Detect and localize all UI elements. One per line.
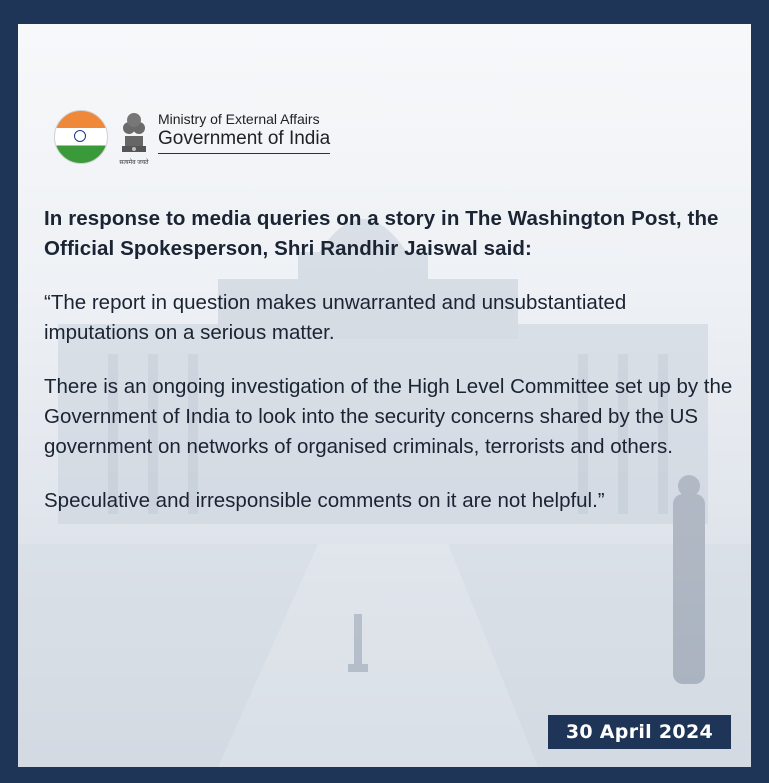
statement-lead: In response to media queries on a story in The Washington Post, the Official Spokesperson, Shri Randhir Jaiswal said:: [44, 207, 719, 260]
statement-card: [18, 24, 751, 767]
statement-paragraph-1: “The report in question makes unwarranted and unsubstantiated imputations on a serious matter.: [44, 291, 627, 344]
ministry-name: Ministry of External Affairs: [158, 111, 320, 127]
statement-paragraph-2: There is an ongoing investigation of the High Level Committee set up by the Government of India to look into the security concerns shared by the US government on networks of organised criminals, terrorists and others.: [44, 375, 733, 458]
ashoka-chakra-icon: [74, 130, 86, 142]
state-emblem-icon: [116, 106, 152, 162]
indian-flag-icon: [54, 110, 108, 164]
statement-paragraph-3: Speculative and irresponsible comments on it are not helpful.”: [44, 489, 605, 512]
ministry-logo-block: [54, 106, 374, 170]
emblem-motto: सत्यमेव जयते: [119, 160, 149, 166]
statement-body: [44, 204, 734, 540]
government-name: Government of India: [158, 128, 330, 154]
date-badge: 30 April 2024: [548, 715, 731, 749]
